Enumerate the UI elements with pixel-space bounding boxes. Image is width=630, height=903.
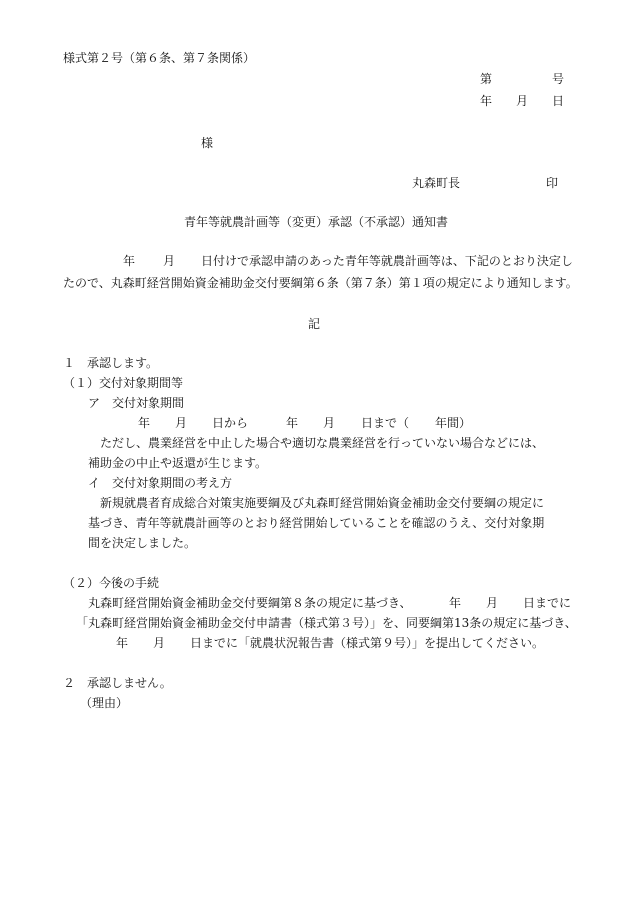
period-year2: 年 bbox=[286, 416, 299, 430]
proc-line2: 「丸森町経営開始資金補助金交付申請書（様式第３号）」を、同要綱第13条の規定に基づき、 bbox=[76, 616, 577, 630]
i-line3: 間を決定しました。 bbox=[88, 536, 197, 550]
period-year1: 年 bbox=[138, 416, 151, 430]
period-month2: 月 bbox=[323, 416, 336, 430]
date-year: 年 bbox=[480, 94, 493, 108]
seal-mark: 印 bbox=[546, 176, 559, 190]
intro-line1: 日付けで承認申請のあった青年等就農計画等は、下記のとおり決定し bbox=[201, 254, 573, 268]
section1-a-heading: ア 交付対象期間 bbox=[88, 396, 185, 410]
form-label: 様式第２号（第６条、第７条関係） bbox=[63, 51, 256, 65]
i-line2: 基づき、青年等就農計画等のとおり経営開始していることを確認のうえ、交付対象期 bbox=[88, 516, 545, 530]
date-month: 月 bbox=[516, 94, 529, 108]
intro-line2: たので、丸森町経営開始資金補助金交付要綱第６条（第７条）第１項の規定により通知します。 bbox=[63, 276, 578, 290]
period-years: 年間） bbox=[435, 416, 472, 430]
proc-line1: 丸森町経営開始資金補助金交付要綱第８条の規定に基づき、 bbox=[88, 596, 412, 610]
section2-reason: （理由） bbox=[80, 696, 129, 710]
section1-sub2: （２）今後の手続 bbox=[63, 576, 160, 590]
proc-line3-month: 月 bbox=[153, 636, 166, 650]
number-suffix: 号 bbox=[552, 72, 565, 86]
period-month1: 月 bbox=[175, 416, 188, 430]
proc-line1-year: 年 bbox=[449, 596, 462, 610]
i-line1: 新規就農者育成総合対策実施要綱及び丸森町経営開始資金補助金交付要綱の規定に bbox=[100, 496, 545, 510]
period-day1: 日から bbox=[212, 416, 249, 430]
proc-line3-rest: 日までに「就農状況報告書（様式第９号）」を提出してください。 bbox=[190, 636, 545, 650]
proc-line1-day: 日までに bbox=[523, 596, 572, 610]
section2-heading: ２ 承認しません。 bbox=[63, 676, 172, 690]
section1-heading: １ 承認します。 bbox=[63, 356, 159, 370]
sender-title: 丸森町長 bbox=[412, 176, 461, 190]
intro-month: 月 bbox=[163, 254, 176, 268]
date-day: 日 bbox=[552, 94, 565, 108]
note-line1: ただし、農業経営を中止した場合や適切な農業経営を行っていない場合などには、 bbox=[100, 436, 545, 450]
proc-line1-month: 月 bbox=[486, 596, 499, 610]
section1-i-heading: イ 交付対象期間の考え方 bbox=[88, 476, 233, 490]
period-day2: 日まで（ bbox=[361, 416, 410, 430]
section1-sub1: （１）交付対象期間等 bbox=[63, 376, 184, 390]
proc-line3-year: 年 bbox=[116, 636, 129, 650]
addressee-suffix: 様 bbox=[201, 136, 214, 150]
intro-year: 年 bbox=[123, 254, 136, 268]
ki-heading: 記 bbox=[308, 317, 321, 331]
number-prefix: 第 bbox=[480, 72, 493, 86]
document-title: 青年等就農計画等（変更）承認（不承認）通知書 bbox=[184, 215, 449, 229]
note-line2: 補助金の中止や返還が生じます。 bbox=[88, 456, 268, 470]
